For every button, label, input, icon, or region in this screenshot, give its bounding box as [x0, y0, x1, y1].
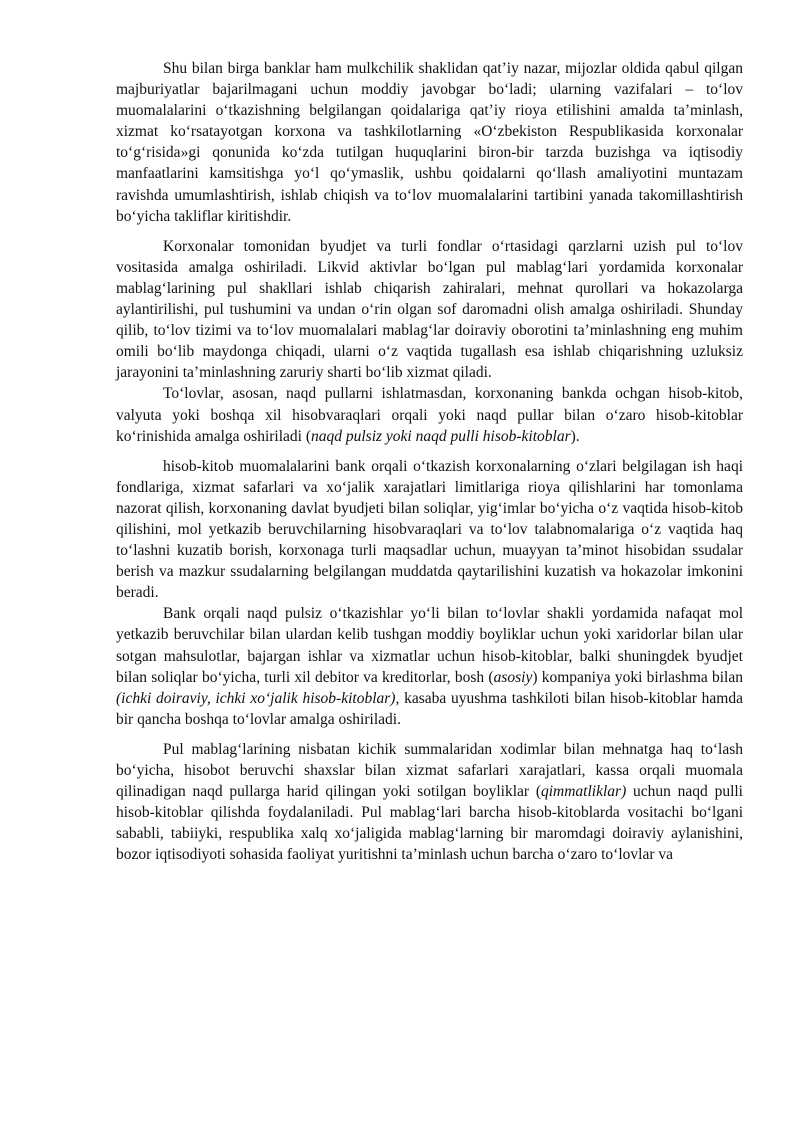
paragraph-5-text-middle: ) kompaniya yoki birlashma bilan: [532, 668, 743, 686]
paragraph-1: [116, 58, 743, 227]
paragraph-3: [116, 383, 743, 446]
paragraph-6-italic-qimmatliklar: qimmatliklar): [540, 783, 627, 801]
paragraph-5-text-end: kasaba uyushma tashkiloti bilan hisob-kitoblar hamda bir qancha boshqa to‘lovlar amalga oshiriladi.: [116, 689, 743, 728]
paragraph-2-text: Korxonalar tomonidan byudjet va turli fondlar o‘rtasidagi qarzlarni uzish pul to‘lov vositasida amalga oshiriladi. Likvid aktivlar bo‘lgan pul mablag‘lari yordamida korxonalar mablag‘larining pul shakllari ishlab chiqarish zahiralari, mehnat qurollari va hokazolarga aylantirilishi, pul tushumini va undan o‘rin olgan sof daromadni olish amalga oshiriladi. Shunday qilib, to‘lov tizimi va to‘lov muomalalari mablag‘lar doiraviy oborotini ta’minlashning eng muhim omili bo‘lib maydonga chiqadi, ularni o‘z vaqtida tugallash esa ishlab chiqarishning uzluksiz jarayonini ta’minlashning zaruriy sharti bo‘lib xizmat qiladi.: [116, 237, 743, 382]
paragraph-2: [116, 236, 743, 384]
paragraph-3-italic-term: naqd pulsiz yoki naqd pulli hisob-kitoblar: [311, 427, 571, 445]
document-page: [116, 58, 743, 865]
paragraph-3-text: To‘lovlar, asosan, naqd pullarni ishlatmasdan, korxonaning bankda ochgan hisob-kitob, valyuta yoki boshqa xil hisobvaraqlari orqali yoki naqd pullar bilan o‘zaro hisob-kitoblar ko‘rinishida amalga oshiriladi (: [116, 385, 743, 445]
paragraph-3-closing: ).: [570, 427, 580, 445]
paragraph-4-text: hisob-kitob muomalalarini bank orqali o‘tkazish korxonalarning o‘zlari belgilagan ish haqi fondlariga, xizmat safarlari va xo‘jalik xarajatlari limitlariga rioya qilishlarini har tomonlama nazorat qilish, korxonaning davlat byudjeti bilan soliqlar, yig‘imlar bo‘yicha o‘z vaqtida hisob-kitob qilishini, mol yetkazib beruvchilarning hisobvaraqlari va to‘lov talabnomalariga o‘z vaqtida haq to‘lashni kuzatib borish, korxonaga turli maqsadlar uchun, muayyan ta’minot hisobidan ssudalar berish va mazkur ssudalarning belgilangan muddatda qaytarilishini kuzatish va hokazolar imkonini beradi.: [116, 457, 743, 602]
paragraph-5-italic-ichki: (ichki doiraviy, ichki xo‘jalik hisob-kitoblar),: [116, 689, 400, 707]
paragraph-5-text: Bank orqali naqd pulsiz o‘tkazishlar yo‘li bilan to‘lovlar shakli yordamida nafaqat mol yetkazib beruvchilar bilan ulardan kelib tushgan moddiy boyliklar uchun yoki xaridorlar bilan ular sotgan mahsulotlar, bajargan ishlar va xizmatlar uchun hisob-kitoblar, balki shuningdek byudjet bilan soliqlar bo‘yicha, turli xil debitor va kreditorlar, bosh (: [116, 605, 743, 686]
paragraph-4: [116, 456, 743, 604]
paragraph-6: [116, 739, 743, 866]
paragraph-5-italic-asosiy: asosiy: [493, 668, 533, 686]
paragraph-1-text: Shu bilan birga banklar ham mulkchilik shaklidan qat’iy nazar, mijozlar oldida qabul qilgan majburiyatlar bajarilmagani uchun moddiy javobgar bo‘ladi; ularning vazifalari – to‘lov muomalalarini o‘tkazishning belgilangan qoidalariga qat’iy rioya etilishini amalda ta’minlash, xizmat ko‘rsatayotgan korxona va tashkilotlarning «O‘zbekiston Respublikasida korxonalar to‘g‘risida»gi qonunida ko‘zda tutilgan huquqlarini biron-bir tarzda buzishga va iqtisodiy manfaatlarini kamsitishga yo‘l qo‘ymaslik, ushbu qoidalarni qo‘llash amaliyotini muntazam ravishda umumlashtirish, ishlab chiqish va to‘lov muomalalarini tartibini yanada takomillashtirish bo‘yicha takliflar kiritishdir.: [116, 60, 743, 225]
paragraph-6-text: Pul mablag‘larining nisbatan kichik summalaridan xodimlar bilan mehnatga haq to‘lash bo‘yicha, hisobot beruvchi shaxslar bilan xizmat safarlari xarajatlari, kassa orqali muomala qilinadigan naqd pullarga harid qilingan yoki sotilgan boyliklar (: [116, 740, 743, 801]
paragraph-6-text-end: uchun naqd pulli hisob-kitoblar qilishda foydalaniladi. Pul mablag‘lari barcha hisob-kitoblarda vositachi bo‘lgani sababli, tabiiyki, respublika xalq xo‘jaligida mablag‘larning bir maromdagi doiraviy aylanishini, bozor iqtisodiyoti sohasida faoliyat yuritishni ta’minlash uchun barcha o‘zaro to‘lovlar va: [116, 783, 743, 864]
paragraph-5: [116, 603, 743, 730]
